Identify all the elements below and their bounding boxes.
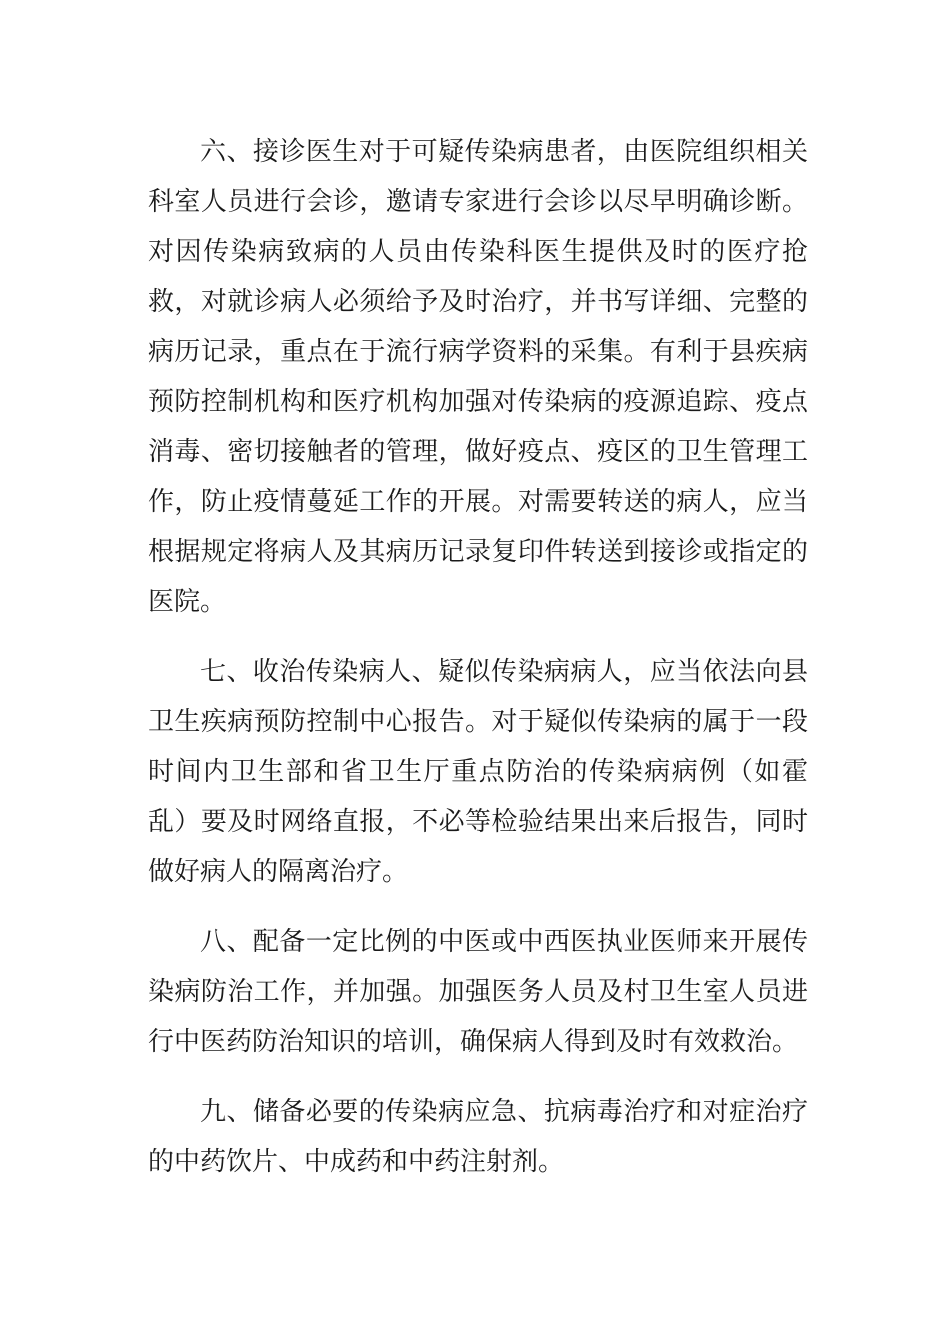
paragraph-7-line-4: 乱）要及时网络直报，不必等检验结果出来后报告，同时 (148, 807, 808, 837)
paragraph-6-line-3: 对因传染病致病的人员由传染科医生提供及时的医疗抢 (148, 237, 808, 267)
paragraph-6-line-7: 消毒、密切接触者的管理，做好疫点、疫区的卫生管理工 (148, 437, 808, 467)
paragraph-8-line-2: 染病防治工作，并加强。加强医务人员及村卫生室人员进 (148, 977, 808, 1007)
paragraph-7-line-1: 七、收治传染病人、疑似传染病病人，应当依法向县 (200, 657, 808, 687)
paragraph-6-line-2: 科室人员进行会诊，邀请专家进行会诊以尽早明确诊断。 (148, 187, 808, 217)
paragraph-7-line-5: 做好病人的隔离治疗。 (148, 857, 409, 887)
paragraph-7-line-3: 时间内卫生部和省卫生厅重点防治的传染病病例（如霍 (148, 757, 808, 787)
paragraph-9-line-2: 的中药饮片、中成药和中药注射剂。 (148, 1147, 565, 1177)
paragraph-6-line-1: 六、接诊医生对于可疑传染病患者，由医院组织相关 (200, 137, 808, 167)
paragraph-6-line-4: 救，对就诊病人必须给予及时治疗，并书写详细、完整的 (148, 287, 808, 317)
paragraph-6-line-8: 作，防止疫情蔓延工作的开展。对需要转送的病人，应当 (148, 487, 808, 517)
paragraph-6-line-6: 预防控制机构和医疗机构加强对传染病的疫源追踪、疫点 (148, 387, 808, 417)
paragraph-8-line-1: 八、配备一定比例的中医或中西医执业医师来开展传 (200, 927, 808, 957)
paragraph-6-line-9: 根据规定将病人及其病历记录复印件转送到接诊或指定的 (148, 537, 808, 567)
paragraph-8-line-3: 行中医药防治知识的培训，确保病人得到及时有效救治。 (148, 1027, 799, 1057)
paragraph-9-line-1: 九、储备必要的传染病应急、抗病毒治疗和对症治疗 (200, 1097, 808, 1127)
paragraph-7-line-2: 卫生疾病预防控制中心报告。对于疑似传染病的属于一段 (148, 707, 808, 737)
paragraph-6-line-5: 病历记录，重点在于流行病学资料的采集。有利于县疾病 (148, 337, 808, 367)
paragraph-6-line-10: 医院。 (148, 587, 227, 617)
